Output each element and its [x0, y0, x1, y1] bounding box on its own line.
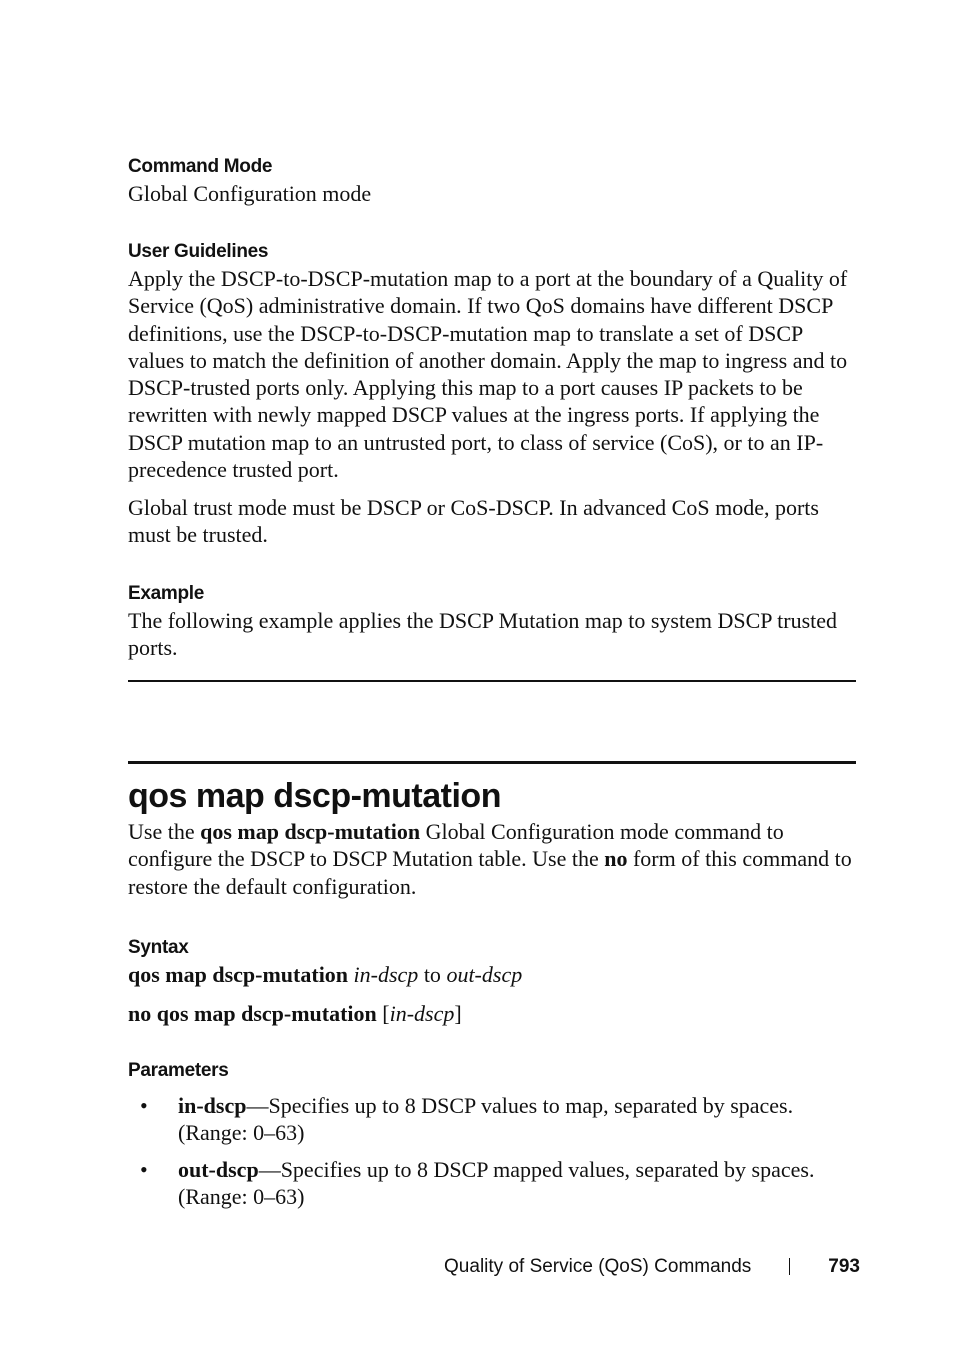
- syntax-bracket-open: [: [382, 1001, 390, 1027]
- parameter-text: [178, 1092, 856, 1147]
- example-text: The following example applies the DSCP Mutation map to system DSCP trusted ports.: [128, 608, 838, 661]
- parameter-name: in-dscp: [178, 1093, 247, 1118]
- command-mode-heading: Command Mode: [128, 156, 273, 177]
- user-guidelines-paragraph-2: Global trust mode must be DSCP or CoS-DSCP. In advanced CoS mode, ports must be trusted.: [128, 495, 819, 548]
- user-guidelines-section: [128, 239, 856, 483]
- section-intro: [128, 818, 856, 900]
- parameter-name: out-dscp: [178, 1156, 259, 1182]
- page-footer: [444, 1256, 860, 1278]
- parameter-item: [128, 1156, 856, 1211]
- syntax-heading: Syntax: [128, 937, 189, 958]
- parameters-section: [128, 1058, 856, 1210]
- title-rule: [128, 761, 856, 764]
- user-guidelines-heading: User Guidelines: [128, 241, 269, 262]
- syntax-section: [128, 935, 856, 1028]
- bullet-icon: •: [140, 1093, 148, 1118]
- intro-text-1: Use the: [128, 819, 201, 844]
- command-mode-section: [128, 154, 856, 207]
- intro-text-2: Global Configuration mode command to configure the DSCP to DSCP Mutation table. Use the: [128, 819, 784, 872]
- syntax-arg-optional: in-dscp: [389, 1001, 455, 1027]
- section-divider: [128, 680, 856, 682]
- syntax-to: to: [423, 962, 441, 987]
- user-guidelines-paragraph-1: Apply the DSCP-to-DSCP-mutation map to a port at the boundary of a Quality of Service (QoS) administrative domain. If two QoS domains have different DSCP definitions, use the DSCP-to-DSCP-mutation map to translate a set of DSCP values to match the definition of another domain. Apply the map to ingress and to DSCP-trusted ports only. Applying this map to a port causes IP packets to be rewritten with newly mapped DSCP values at the ingress ports. If applying the DSCP mutation map to an untrusted port, to class of service (CoS), or to an IP-precedence trusted port.: [128, 266, 848, 483]
- syntax-arg-in-dscp: in-dscp: [353, 962, 419, 987]
- syntax-line-1: [128, 961, 856, 988]
- parameters-heading: Parameters: [128, 1060, 229, 1081]
- footer-separator: [789, 1258, 790, 1275]
- syntax-line-2: [128, 1000, 856, 1027]
- section-title: qos map dscp-mutation: [128, 777, 501, 815]
- example-section: [128, 581, 856, 662]
- parameter-item: [128, 1092, 856, 1147]
- intro-no-keyword: no: [604, 846, 628, 872]
- parameter-description: —Specifies up to 8 DSCP values to map, separated by spaces. (Range: 0–63): [178, 1093, 794, 1146]
- page-number: 793: [828, 1256, 860, 1277]
- intro-command-name: qos map dscp-mutation: [200, 819, 421, 844]
- parameter-text: [178, 1156, 856, 1211]
- intro-text-3: form of this command to restore the default configuration.: [128, 846, 852, 899]
- command-section: [128, 776, 856, 900]
- syntax-no-command: no qos map dscp-mutation: [128, 1001, 377, 1027]
- syntax-bracket-close: ]: [454, 1001, 462, 1027]
- syntax-command: qos map dscp-mutation: [128, 962, 349, 987]
- footer-section-name: Quality of Service (QoS) Commands: [444, 1256, 752, 1277]
- user-guidelines-paragraph-2-block: [128, 494, 856, 549]
- syntax-arg-out-dscp: out-dscp: [446, 962, 523, 987]
- bullet-icon: •: [140, 1156, 148, 1182]
- command-mode-text: Global Configuration mode: [128, 181, 372, 206]
- parameter-description: —Specifies up to 8 DSCP mapped values, separated by spaces. (Range: 0–63): [178, 1156, 815, 1209]
- example-heading: Example: [128, 583, 205, 604]
